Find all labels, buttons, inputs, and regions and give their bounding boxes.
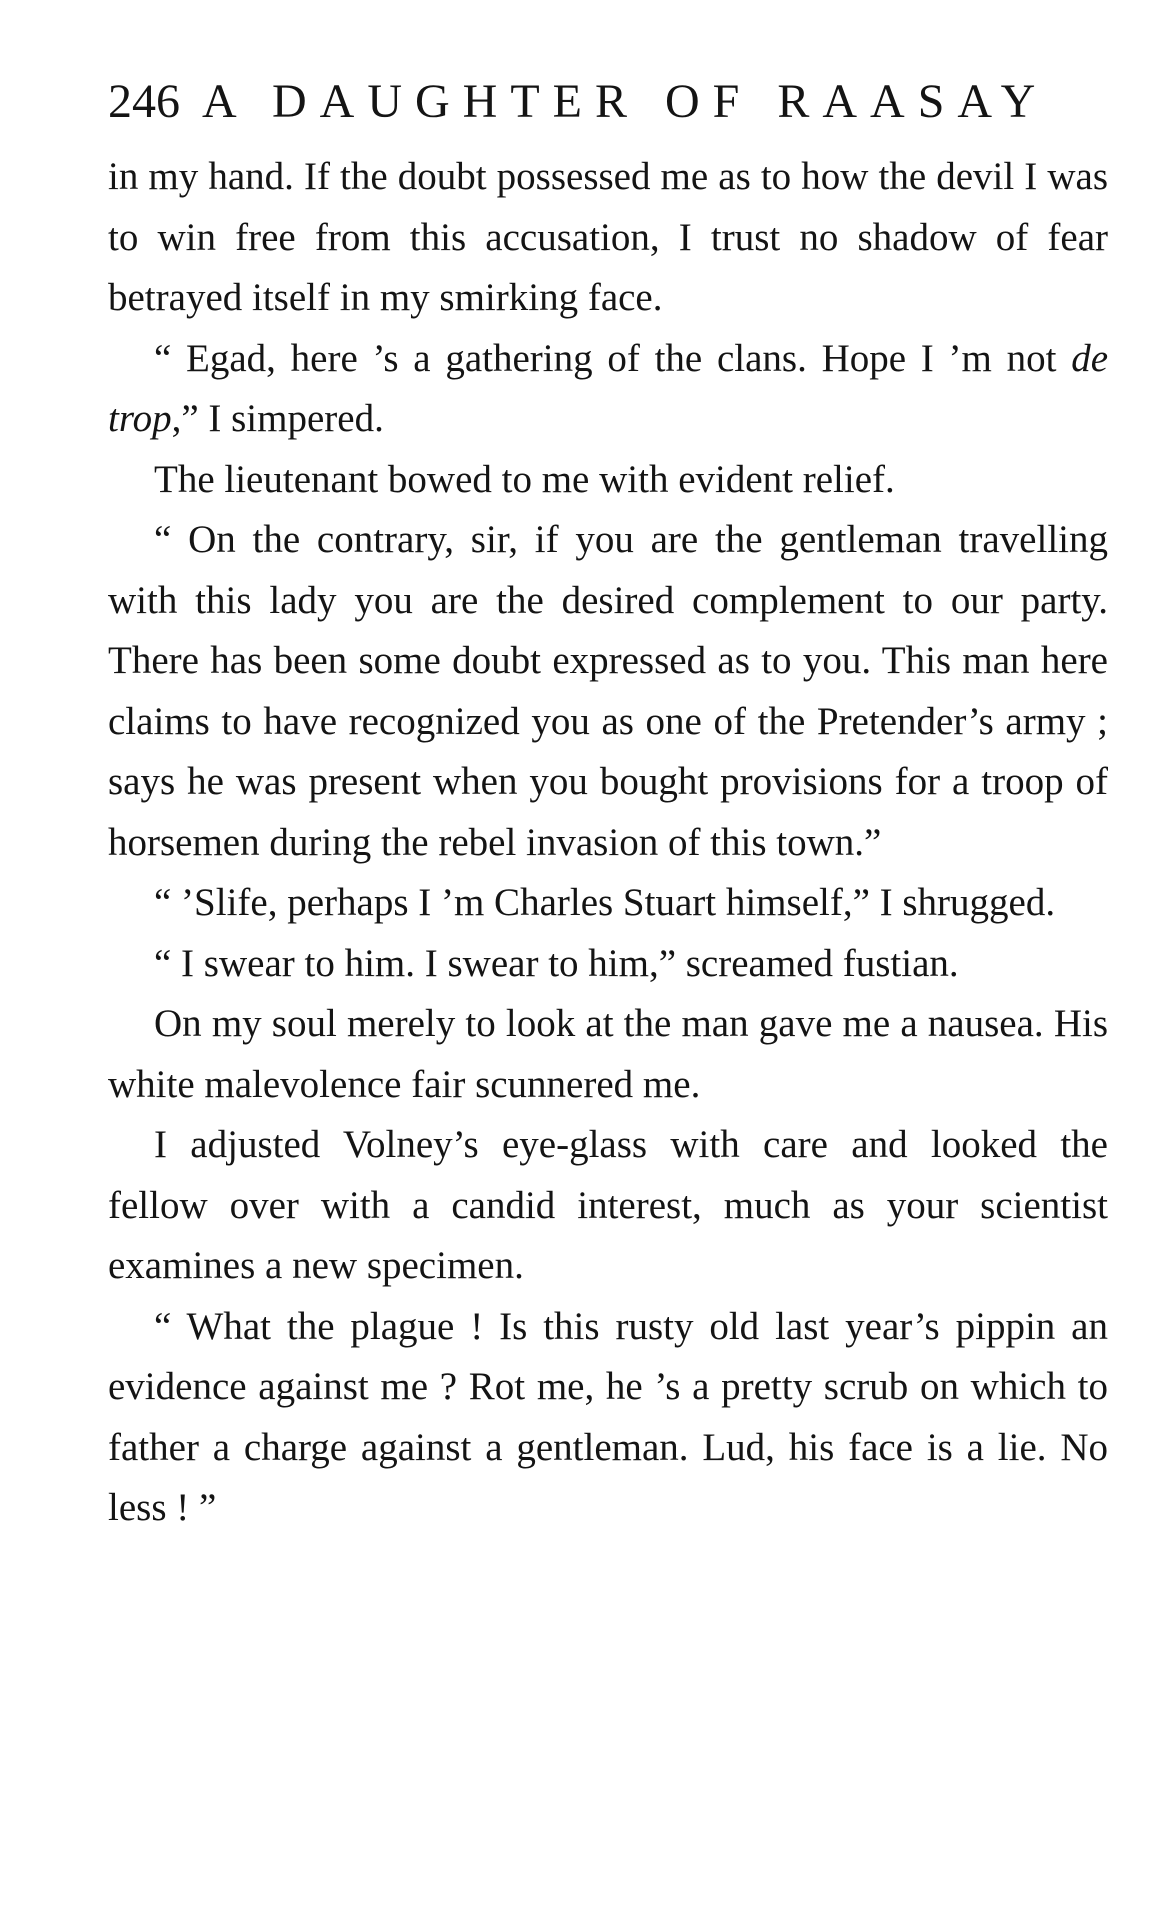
paragraph-eyeglass: I adjusted Volney’s eye-glass with care and looked the fellow over with a candid interest, much as your scientist examines a new specimen. bbox=[108, 1123, 1108, 1287]
italic-phrase: de trop bbox=[108, 336, 1108, 440]
paragraph-nausea: On my soul merely to look at the man gave me a nausea. His white malevolence fair scunnered me. bbox=[108, 1002, 1108, 1106]
paragraph-swear: “ I swear to him. I swear to him,” screamed fustian. bbox=[154, 941, 959, 985]
paragraph-egad bbox=[108, 329, 1108, 450]
book-page bbox=[108, 62, 1108, 1539]
body-text bbox=[108, 147, 1108, 1539]
paragraph-contrary: “ On the contrary, sir, if you are the gentleman travelling with this lady you are the desired complement to our party. There has been some doubt expressed as to you. This man here claims to have recognized you as one of the Pretender’s army ; says he was present when you bought provisions for a troop of horsemen during the rebel invasion of this town.” bbox=[108, 518, 1108, 864]
paragraph-lieutenant: The lieutenant bowed to me with evident relief. bbox=[154, 457, 895, 501]
paragraph-continuation: in my hand. If the doubt possessed me as to how the devil I was to win free from this accusation, I trust no shadow of fear betrayed itself in my smirking face. bbox=[108, 155, 1108, 319]
paragraph-egad-before: “ Egad, here ’s a gathering of the clans. Hope I ’m not bbox=[154, 336, 1072, 380]
paragraph-egad-after: ,” I simpered. bbox=[171, 397, 384, 440]
paragraph-slife: “ ’Slife, perhaps I ’m Charles Stuart himself,” I shrugged. bbox=[154, 881, 1056, 924]
paragraph-plague: “ What the plague ! Is this rusty old last year’s pippin an evidence against me ? Rot me, he ’s a pretty scrub on which to father a charge against a gentleman. Lud, his face is a lie. No less ! ” bbox=[108, 1304, 1108, 1529]
book-title: A DAUGHTER OF RAASAY bbox=[202, 75, 1049, 128]
page-number: 246 bbox=[108, 75, 180, 128]
running-head bbox=[108, 62, 1108, 142]
